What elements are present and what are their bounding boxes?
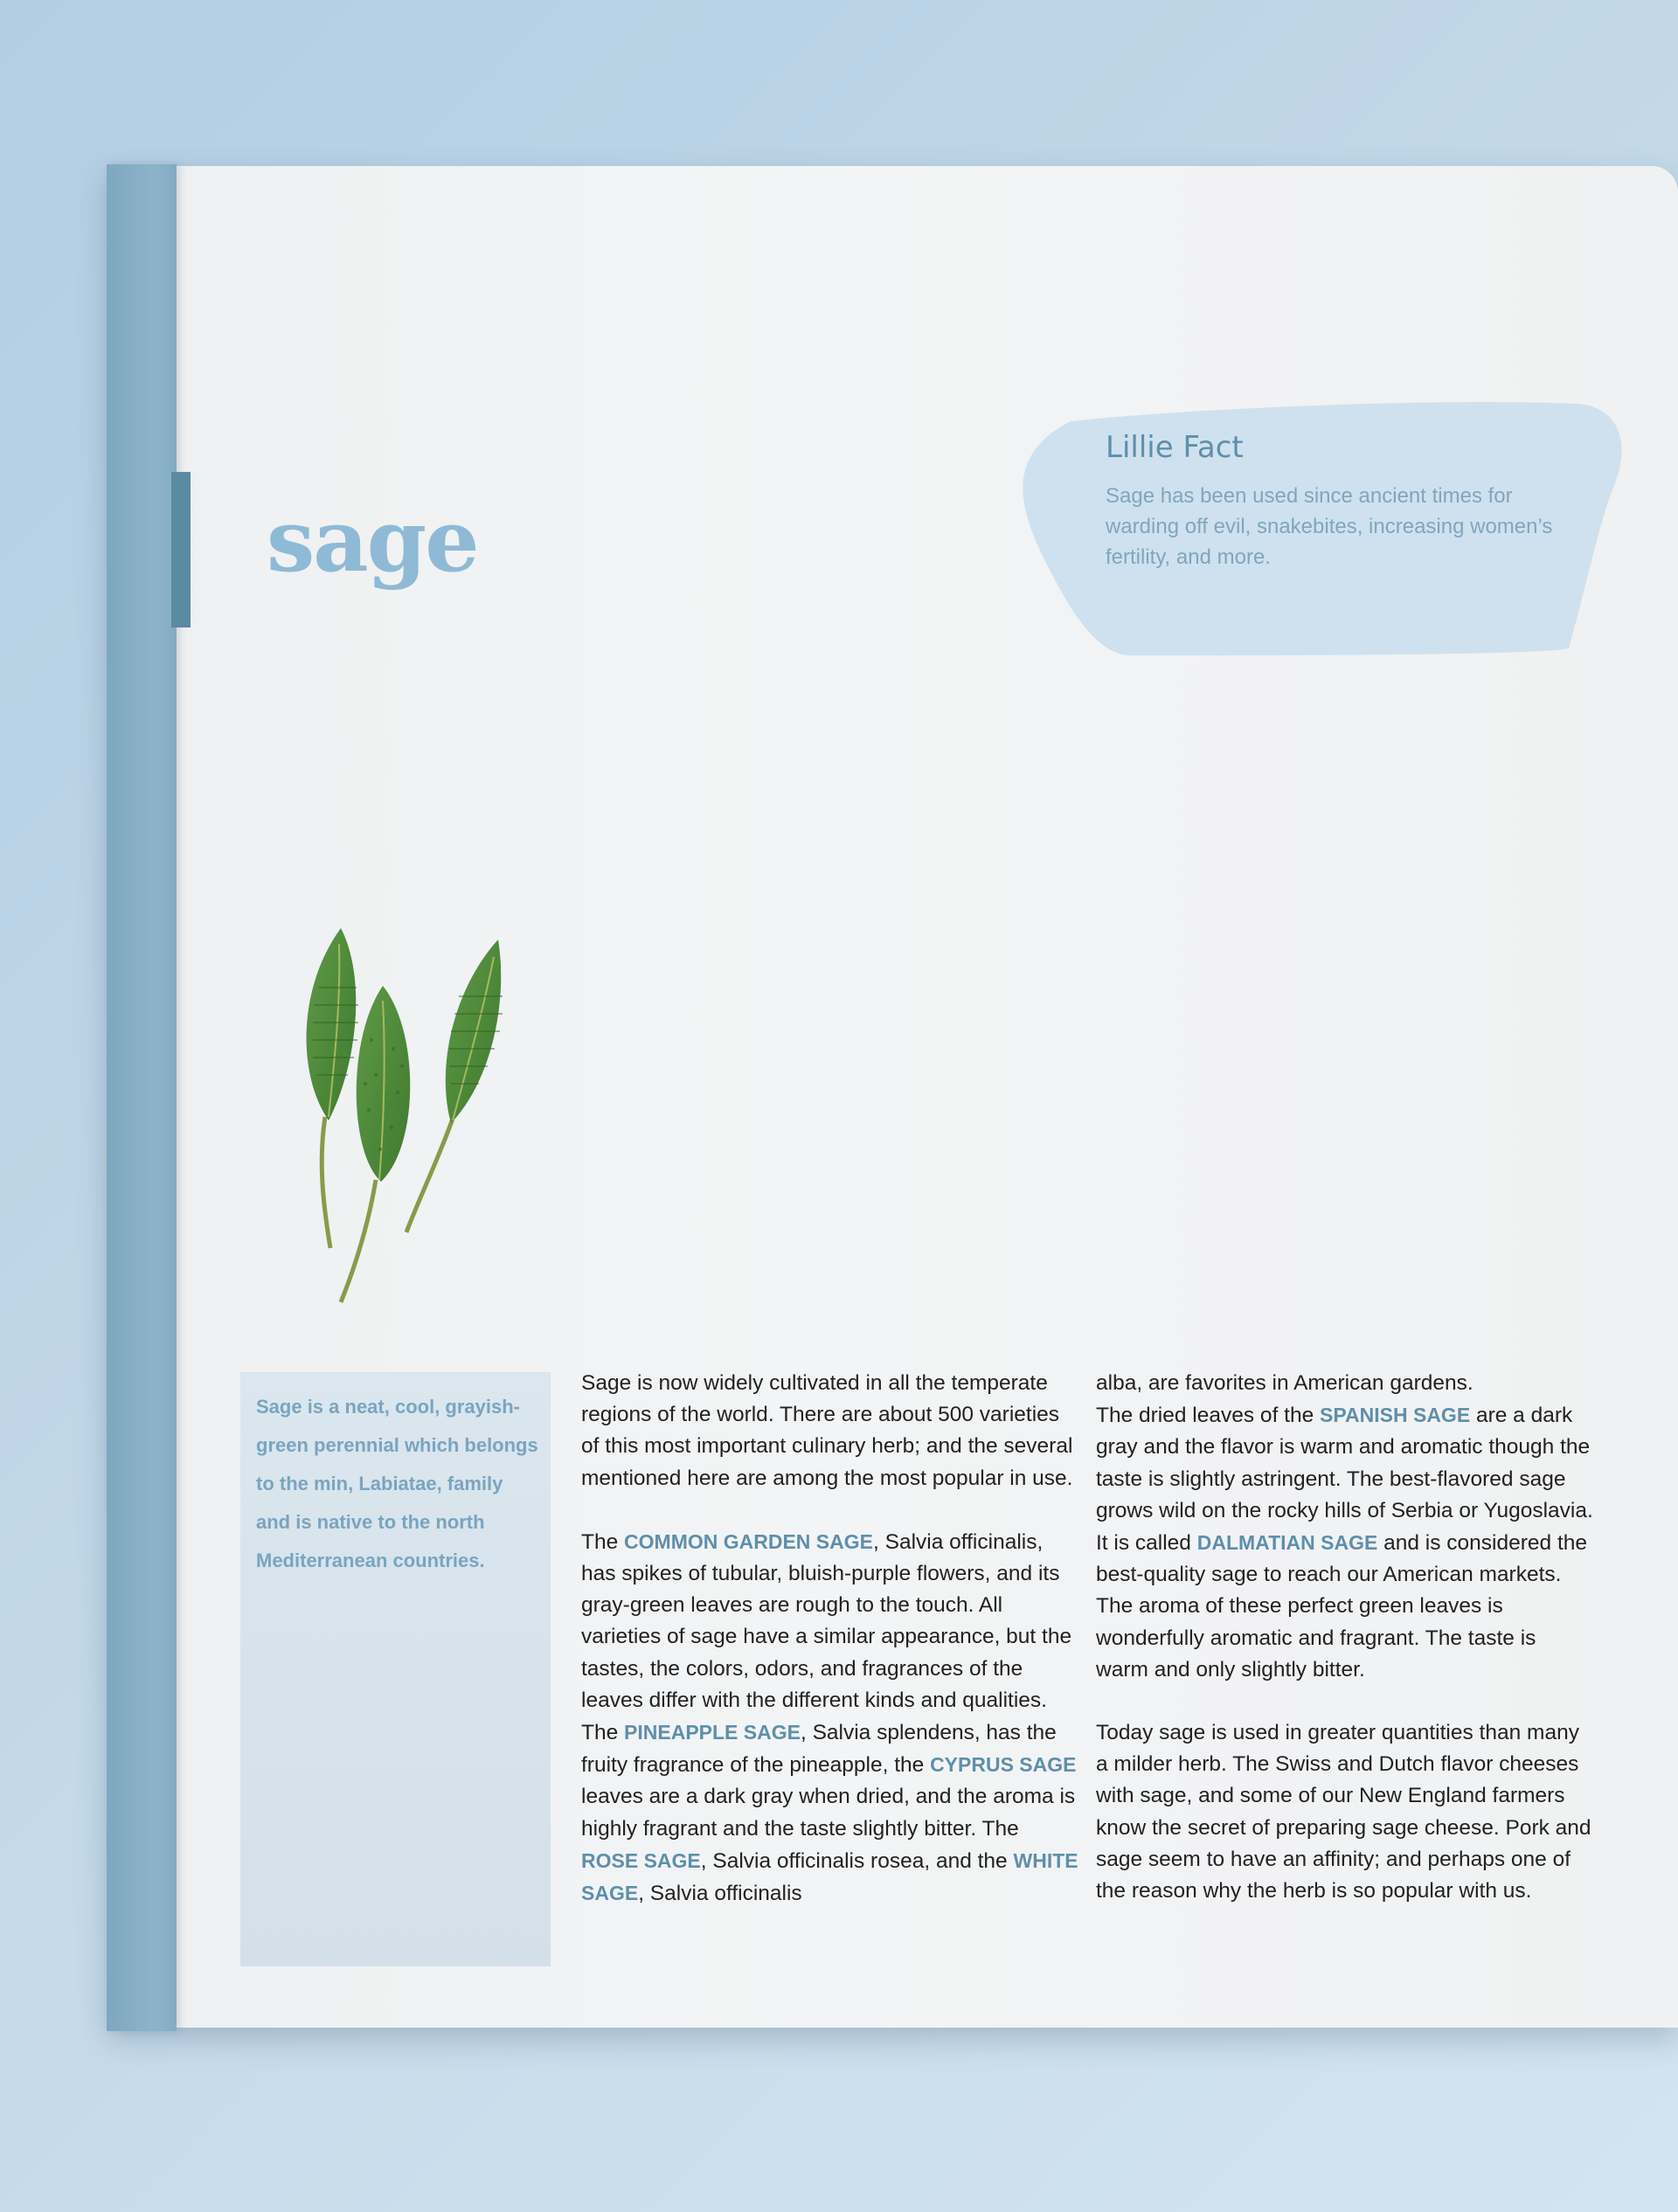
variety-white-sage: WHITE SAGE — [581, 1848, 1078, 1905]
sidebar-text: Sage is a neat, cool, grayish-green perennial which belongs to the min, Labiatae, family and is native to the north Mediterranean countries. — [256, 1396, 538, 1571]
variety-common-garden-sage: COMMON GARDEN SAGE — [624, 1529, 873, 1553]
variety-cyprus-sage: CYPRUS SAGE — [930, 1753, 1077, 1777]
fact-heading: Lillie Fact — [1106, 430, 1244, 465]
variety-spanish-sage: SPANISH SAGE — [1320, 1404, 1471, 1427]
spine-tab — [171, 472, 191, 628]
fact-callout — [1009, 393, 1626, 660]
page-title: sage — [267, 491, 478, 592]
variety-pineapple-sage: PINEAPPLE SAGE — [624, 1721, 801, 1744]
paragraph: Sage is now widely cultivated in all the temperate regions of the world. There are about 500 varieties of this most important culinary herb; and the several mentioned here are among the most popular in use. — [581, 1371, 1073, 1490]
paragraph: Today sage is used in greater quantities than many a milder herb. The Swiss and Dutch flavor cheeses with sage, and some of our New England farmers know the secret of preparing sage cheese. Pork and sage seem to have an affinity; and perhaps one of the reason why the herb is so popular with us. — [1096, 1721, 1591, 1903]
book-spine — [107, 164, 177, 2031]
body-column-1 — [581, 1368, 1079, 1910]
sidebar-box — [240, 1372, 551, 1966]
sage-leaves-icon — [280, 918, 516, 1315]
paragraph: The dried leaves of the SPANISH SAGE are a dark gray and the flavor is warm and aromatic though the taste is slightly astringent. The best-flavored sage grows wild on the rocky hills of Serbia or Yugoslavia. It is called DALMATIAN SAGE and is considered the best-quality sage to reach our American markets. The aroma of these perfect green leaves is wonderfully aromatic and fragrant. The taste is warm and only slightly bitter. — [1096, 1404, 1593, 1682]
paragraph: The COMMON GARDEN SAGE, Salvia officinalis, has spikes of tubular, bluish-purple flowers, and its gray-green leaves are rough to the touch. All varieties of sage have a similar appearance, but the tastes, the colors, odors, and fragrances of the leaves differ with the different kinds and qualities. — [581, 1529, 1072, 1712]
fact-text: Sage has been used since ancient times for warding off evil, snakebites, increasing women’s fertility, and more. — [1106, 484, 1553, 569]
variety-rose-sage: ROSE SAGE — [581, 1848, 701, 1872]
paragraph: alba, are favorites in American gardens. — [1096, 1371, 1473, 1395]
paragraph: The PINEAPPLE SAGE, Salvia splendens, has the fruity fragrance of the pineapple, the CYPRUS SAGE leaves are a dark gray when dried, and the aroma is highly fragrant and the taste slightly bitter. The ROSE SAGE, Salvia officinalis rosea, and the WHITE SAGE, Salvia officinalis — [581, 1721, 1078, 1906]
body-column-2 — [1096, 1368, 1594, 1907]
variety-dalmatian-sage: DALMATIAN SAGE — [1196, 1531, 1378, 1555]
